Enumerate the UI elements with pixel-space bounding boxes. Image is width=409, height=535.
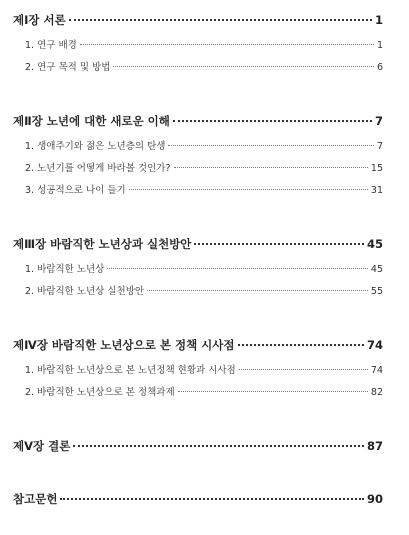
page-number: 7 — [374, 114, 383, 128]
page-number: 74 — [370, 365, 383, 376]
dot-leader — [69, 19, 372, 21]
page-number: 55 — [370, 286, 383, 297]
dot-leader — [60, 498, 364, 500]
section-title: 2. 바람직한 노년상으로 본 정책과제 — [25, 387, 175, 398]
dot-leader — [238, 344, 364, 346]
dot-leader — [113, 66, 374, 67]
page-number: 1 — [374, 13, 383, 27]
toc-chapter-5[interactable] — [13, 435, 383, 457]
dot-leader — [107, 268, 368, 269]
dot-leader — [178, 391, 368, 392]
toc-chapter-4[interactable] — [13, 334, 383, 356]
toc-section-3-1[interactable] — [13, 259, 383, 281]
toc-section-2-2[interactable] — [13, 158, 383, 180]
page-number: 87 — [366, 439, 383, 453]
toc-section-3-2[interactable] — [13, 281, 383, 303]
section-title: 2. 노년기를 어떻게 바라볼 것인가? — [25, 163, 171, 174]
toc-section-2-3[interactable] — [13, 180, 383, 202]
section-title: 1. 연구 배경 — [25, 40, 77, 51]
section-title: 1. 바람직한 노년상 — [25, 264, 105, 275]
page-number: 31 — [370, 185, 383, 196]
section-title: 2. 연구 목적 및 방법 — [25, 62, 111, 73]
toc-section-1-2[interactable] — [13, 57, 383, 79]
page-number: 7 — [376, 141, 383, 152]
toc-section-4-2[interactable] — [13, 382, 383, 404]
toc-references[interactable] — [13, 488, 383, 510]
table-of-contents — [13, 9, 383, 510]
chapter-title: 제Ⅰ장 서론 — [13, 13, 66, 27]
dot-leader — [129, 189, 368, 190]
chapter-title: 제Ⅱ장 노년에 대한 새로운 이해 — [13, 114, 170, 128]
chapter-title: 제Ⅴ장 결론 — [13, 439, 71, 453]
section-title: 3. 성공적으로 나이 들기 — [25, 185, 126, 196]
page-number: 1 — [376, 40, 383, 51]
chapter-title: 제Ⅲ장 바람직한 노년상과 실천방안 — [13, 237, 192, 251]
toc-chapter-2[interactable] — [13, 110, 383, 132]
page-number: 90 — [366, 492, 383, 506]
dot-leader — [147, 290, 368, 291]
toc-section-1-1[interactable] — [13, 35, 383, 57]
page-number: 82 — [370, 387, 383, 398]
toc-section-4-1[interactable] — [13, 360, 383, 382]
toc-chapter-3[interactable] — [13, 233, 383, 255]
dot-leader — [194, 243, 364, 245]
section-title: 1. 생애주기와 젊은 노년층의 탄생 — [25, 141, 166, 152]
page-number: 45 — [370, 264, 383, 275]
dot-leader — [239, 369, 368, 370]
page-number: 74 — [366, 338, 383, 352]
dot-leader — [73, 445, 364, 447]
toc-section-2-1[interactable] — [13, 136, 383, 158]
dot-leader — [168, 145, 374, 146]
page-number: 6 — [376, 62, 383, 73]
toc-chapter-1[interactable] — [13, 9, 383, 31]
references-title: 참고문헌 — [13, 492, 58, 506]
page-number: 45 — [366, 237, 383, 251]
page-number: 15 — [370, 163, 383, 174]
chapter-title: 제Ⅳ장 바람직한 노년상으로 본 정책 시사점 — [13, 338, 235, 352]
section-title: 2. 바람직한 노년상 실천방안 — [25, 286, 145, 297]
dot-leader — [80, 44, 374, 45]
section-title: 1. 바람직한 노년상으로 본 노년정책 현황과 시사점 — [25, 365, 236, 376]
dot-leader — [174, 167, 368, 168]
dot-leader — [173, 120, 372, 122]
